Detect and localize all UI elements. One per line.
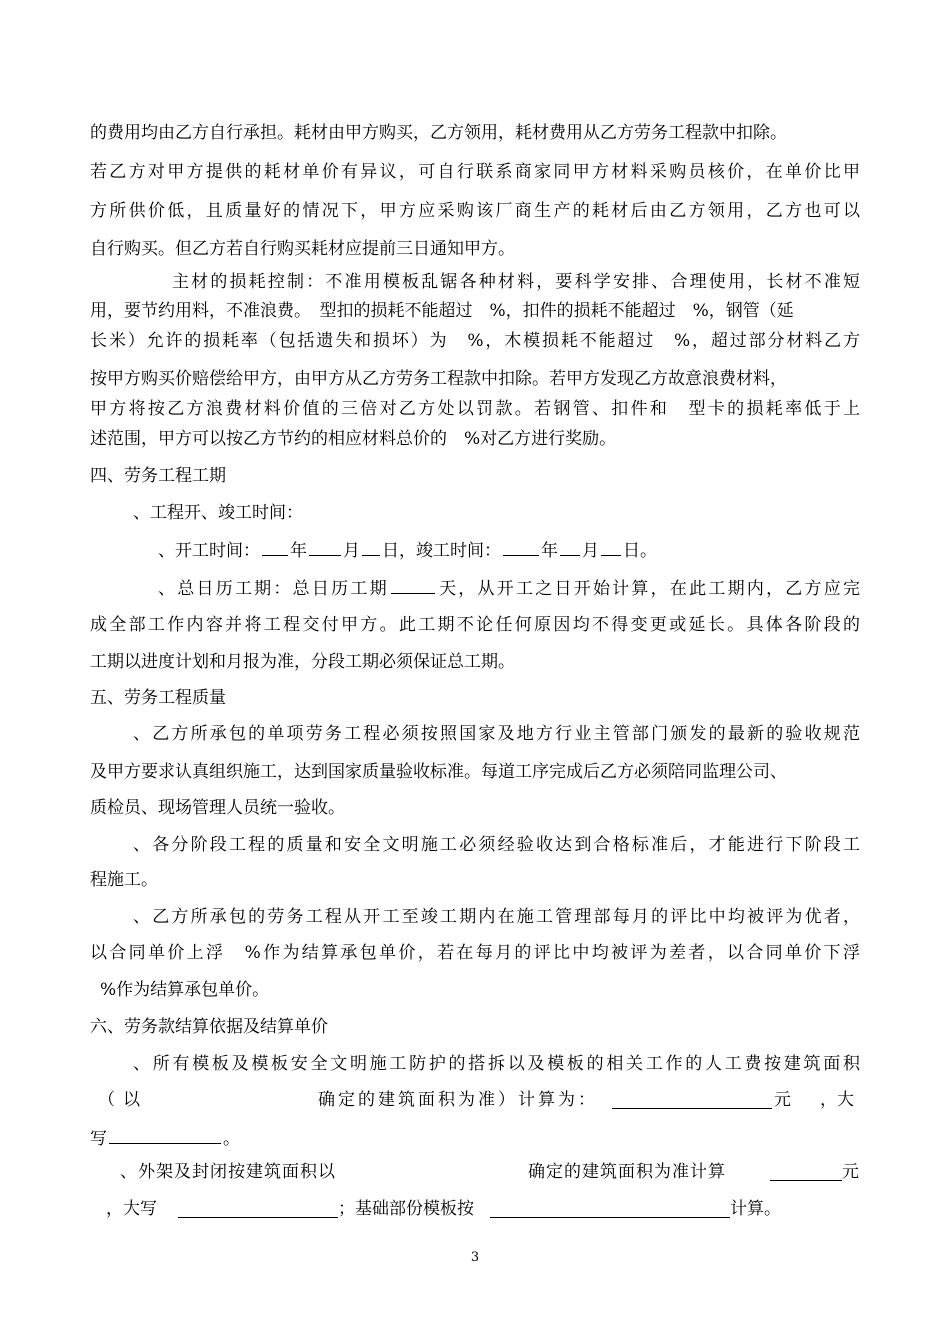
month-label: 月 (343, 541, 360, 561)
calc2-f: 计算。 (730, 1199, 781, 1219)
year-label: 年 (290, 541, 307, 561)
section-heading: 五、劳务工程质量 (90, 688, 226, 708)
text-line: %作为结算承包单价。 (100, 980, 270, 1000)
calc1-line (90, 1088, 860, 1114)
start-day-blank[interactable] (362, 537, 380, 556)
schedule-start-label: 、开工时间： (158, 541, 260, 561)
calc1-c: 元 (774, 1090, 791, 1110)
text-line: 自行购买。但乙方若自行购买耗材应提前三日通知甲方。 (90, 239, 515, 259)
end-year-blank[interactable] (503, 537, 539, 556)
calc1-line2 (90, 1125, 860, 1151)
text-line: 成全部工作内容并将工程交付甲方。此工期不论任何原因均不得变更或延长。具体各阶段的 (90, 615, 860, 635)
calc2-amount-blank[interactable] (770, 1162, 842, 1181)
calc1-amount-blank[interactable] (612, 1090, 772, 1109)
month-label: 月 (582, 541, 599, 561)
text-line: 长米）允许的损耗率（包括遗失和损坏）为 %，木模损耗不能超过 %，超过部分材料乙方 (90, 331, 860, 351)
calc2-capital-blank[interactable] (178, 1199, 338, 1218)
page-number: 3 (470, 1250, 480, 1265)
start-month-blank[interactable] (309, 537, 341, 556)
end-month-blank[interactable] (560, 537, 580, 556)
text-line: 质检员、现场管理人员统一验收。 (90, 798, 345, 818)
end-day-label: 日。 (623, 541, 657, 561)
text-line: 主材的损耗控制：不准用模板乱锯各种材料，要科学安排、合理使用，长材不准短 (172, 272, 860, 292)
calc2-line (90, 1160, 860, 1186)
calc1-e: 写 (90, 1129, 107, 1149)
end-day-blank[interactable] (601, 537, 621, 556)
text-line: 、乙方所承包的劳务工程从开工至竣工期内在施工管理部每月的评比中均被评为优者， (133, 907, 860, 927)
text-line: 按甲方购买价赔偿给甲方，由甲方从乙方劳务工程款中扣除。若甲方发现乙方故意浪费材料， (90, 369, 787, 389)
calc2-line2 (90, 1197, 860, 1223)
text-line: 述范围，甲方可以按乙方节约的相应材料总价的 %对乙方进行奖励。 (90, 429, 617, 449)
calc1-d: ，大 (820, 1090, 854, 1110)
text-line: 方所供价低，且质量好的情况下，甲方应采购该厂商生产的耗材后由乙方领用，乙方也可以 (90, 201, 860, 221)
calc2-a: 、外架及封闭按建筑面积以 (120, 1162, 336, 1182)
total-days-line (158, 575, 860, 601)
calc1-a: （以 (98, 1090, 148, 1110)
calc2-c: 元 (842, 1162, 859, 1182)
text-line: 甲方将按乙方浪费材料价值的三倍对乙方处以罚款。若钢管、扣件和 型卡的损耗率低于上 (90, 399, 860, 419)
text-line: 用，要节约用料，不准浪费。 型扣的损耗不能超过 %，扣件的损耗不能超过 %，钢管（延 (90, 301, 794, 321)
calc1-capital-blank[interactable] (109, 1125, 221, 1144)
text-line: 的费用均由乙方自行承担。耗材由甲方购买，乙方领用，耗材费用从乙方劳务工程款中扣除。 (90, 123, 787, 143)
calc2-b: 确定的建筑面积为准计算 (528, 1162, 726, 1182)
text-line: 、乙方所承包的单项劳务工程必须按照国家及地方行业主管部门颁发的最新的验收规范 (133, 724, 860, 744)
text-line: 及甲方要求认真组织施工，达到国家质量验收标准。每道工序完成后乙方必须陪同监理公司、 (90, 762, 787, 782)
text-line: 、工程开、竣工时间： (133, 503, 303, 523)
total-days-unit: 天，从开工之日开始计算，在此工期内，乙方应完 (436, 579, 860, 599)
section-heading: 四、劳务工程工期 (90, 466, 226, 486)
total-days-label: 、总日历工期：总日历工期 (158, 579, 389, 599)
calc2-e: ；基础部份模板按 (338, 1199, 474, 1219)
text-line: 工期以进度计划和月报为准，分段工期必须保证总工期。 (90, 652, 515, 672)
section-heading: 六、劳务款结算依据及结算单价 (90, 1017, 328, 1037)
text-line: 程施工。 (90, 870, 158, 890)
schedule-line (158, 537, 858, 563)
total-days-blank[interactable] (391, 575, 435, 594)
calc1-b: 确定的建筑面积为准）计算为： (318, 1090, 598, 1110)
year-label: 年 (541, 541, 558, 561)
text-line: 、所有模板及模板安全文明施工防护的搭拆以及模板的相关工作的人工费按建筑面积 (133, 1054, 860, 1074)
day-label: 日，竣工时间： (382, 541, 501, 561)
calc1-f: 。 (223, 1129, 240, 1149)
text-line: 、各分阶段工程的质量和安全文明施工必须经验收达到合格标准后，才能进行下阶段工 (133, 835, 860, 855)
text-line: 以合同单价上浮 %作为结算承包单价，若在每月的评比中均被评为差者，以合同单价下浮 (90, 943, 860, 963)
calc2-foundation-blank[interactable] (490, 1199, 730, 1218)
calc2-d: ，大写 (106, 1199, 157, 1219)
text-line: 若乙方对甲方提供的耗材单价有异议，可自行联系商家同甲方材料采购员核价，在单价比甲 (90, 162, 860, 182)
start-year-blank[interactable] (262, 537, 288, 556)
